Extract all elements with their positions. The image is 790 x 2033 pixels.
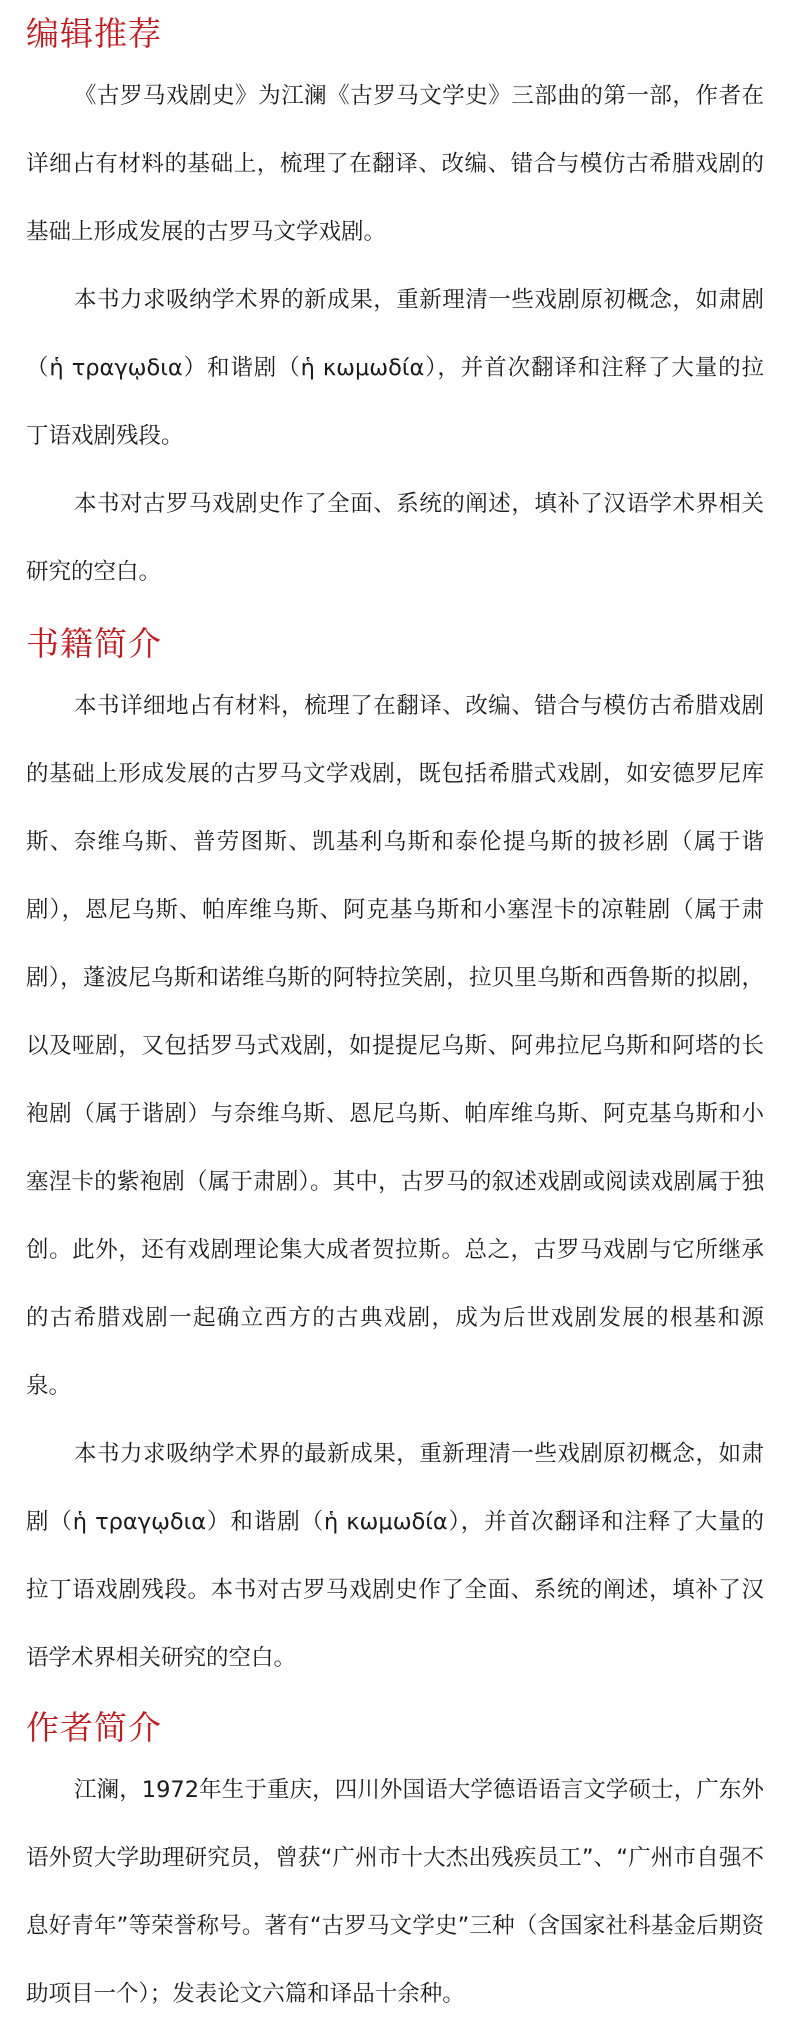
author-paragraph-1: 江澜，1972年生于重庆，四川外国语大学德语语言文学硕士，广东外语外贸大学助理研究员，曾获“广州市十大杰出残疾员工”、“广州市自强不息好青年”等荣誉称号。著有“古罗马文学史”三种（含国家社科基金后期资助项目一个）；发表论文六篇和译品十余种。 — [26, 1777, 764, 2007]
editor-recommendation-section — [26, 12, 764, 606]
section-title-author: 作者简介 — [26, 1708, 162, 1747]
book-paragraph-2: 本书力求吸纳学术界的最新成果，重新理清一些戏剧原初概念，如肃剧（ἡ τραγῳδια）和谐剧（ἡ κωμωδία），并首次翻译和注释了大量的拉丁语戏剧残段。本书对古罗马戏剧史作了全面、系统的阐述，填补了汉语学术界相关研究的空白。 — [26, 1441, 764, 1671]
author-introduction-section — [26, 1706, 764, 2028]
book-paragraph-1: 本书详细地占有材料，梳理了在翻译、改编、错合与模仿古希腊戏剧的基础上形成发展的古罗马文学戏剧，既包括希腊式戏剧，如安德罗尼库斯、奈维乌斯、普劳图斯、凯基利乌斯和泰伦提乌斯的披衫剧（属于谐剧），恩尼乌斯、帕库维乌斯、阿克基乌斯和小塞涅卡的凉鞋剧（属于肃剧），蓬波尼乌斯和诺维乌斯的阿特拉笑剧，拉贝里乌斯和西鲁斯的拟剧，以及哑剧，又包括罗马式戏剧，如提提尼乌斯、阿弗拉尼乌斯和阿塔的长袍剧（属于谐剧）与奈维乌斯、恩尼乌斯、帕库维乌斯、阿克基乌斯和小塞涅卡的紫袍剧（属于肃剧）。其中，古罗马的叙述戏剧或阅读戏剧属于独创。此外，还有戏剧理论集大成者贺拉斯。总之，古罗马戏剧与它所继承的古希腊戏剧一起确立西方的古典戏剧，成为后世戏剧发展的根基和源泉。 — [26, 693, 764, 1399]
section-title-editor: 编辑推荐 — [26, 14, 162, 53]
book-introduction-section — [26, 622, 764, 1692]
editor-paragraph-2: 本书力求吸纳学术界的新成果，重新理清一些戏剧原初概念，如肃剧（ἡ τραγῳδια）和谐剧（ἡ κωμωδία），并首次翻译和注释了大量的拉丁语戏剧残段。 — [26, 287, 764, 449]
editor-paragraph-1: 《古罗马戏剧史》为江澜《古罗马文学史》三部曲的第一部，作者在详细占有材料的基础上，梳理了在翻译、改编、错合与模仿古希腊戏剧的基础上形成发展的古罗马文学戏剧。 — [26, 83, 764, 245]
editor-paragraph-3: 本书对古罗马戏剧史作了全面、系统的阐述，填补了汉语学术界相关研究的空白。 — [26, 491, 764, 585]
section-title-book: 书籍简介 — [26, 624, 162, 663]
